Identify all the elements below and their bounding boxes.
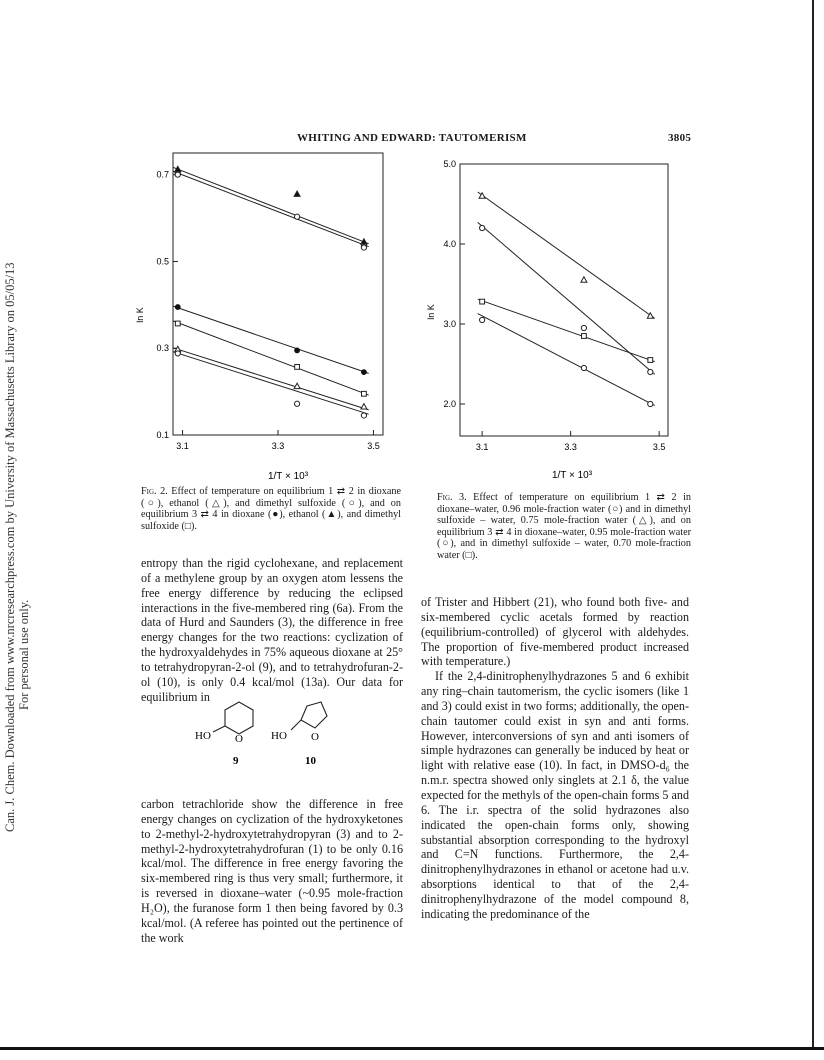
- running-header-title: WHITING AND EDWARD: TAUTOMERISM: [297, 132, 527, 144]
- figure-2-caption-label: Fig. 2.: [141, 486, 168, 497]
- figure-3-xlabel: 1/T × 10³: [551, 470, 593, 481]
- left-column-text-bottom: [141, 797, 403, 945]
- fig2-fit-line-1: [173, 167, 369, 243]
- fig3-ytick-label: 4.0: [443, 239, 456, 249]
- fig2-point-square: [295, 364, 300, 369]
- left-paragraph-1: entropy than the rigid cyclohexane, and replacement of a methylene group by an oxygen atom lessens the free energy difference by reducing the eclipsed interactions in the five-membered ring (6a). From the data of Hurd and Saunders (3), the difference in free energy changes for the two reactions: cyclization of the hydroxyaldehydes in 75% aqueous dioxane at 25° to tetrahydropyran-2-ol (9), and to tetrahydrofuran-2-ol (10), is only 0.4 kcal/mol (13a). Our data for equilibrium in: [141, 556, 403, 704]
- left-column-text-top: [141, 556, 403, 704]
- figure-3-caption-text: Effect of temperature on equilibrium 1 ⇄ 2 in dioxane–water, 0.96 mole-fraction water (○) and in dimethyl sulfoxide – water, 0.75 mole-fraction water (△), and on equilibrium 3 ⇄ 4 in dioxane–water, 0.95 mole-fraction water (○), and in dimethyl sulfoxide – water, 0.70 mole-fraction water (□).: [437, 492, 692, 561]
- figure-2-markers: [175, 166, 367, 418]
- fig2-ytick-label: 0.1: [156, 430, 169, 440]
- fig3-ytick-label: 5.0: [443, 159, 456, 169]
- tetrahydropyran-ring-icon: [225, 702, 253, 734]
- figure-3-markers: [479, 193, 653, 407]
- fig3-fit-line-3: [478, 314, 655, 406]
- watermark-line-2: For personal use only.: [17, 599, 31, 710]
- structure-10-ho: HO: [271, 730, 287, 742]
- fig2-point-triangle: [361, 404, 367, 409]
- structure-10-label: 10: [305, 755, 316, 767]
- fig2-point-circle: [175, 351, 180, 356]
- figure-3-tick-labels: [443, 159, 665, 452]
- watermark-line-1: Can. J. Chem. Downloaded from www.nrcresearchpress.com by University of Massachusetts Library on 05/05/13: [3, 262, 17, 832]
- fig2-fit-line-3: [173, 306, 369, 373]
- fig3-point-circle: [648, 401, 653, 406]
- structure-9-oxygen: O: [235, 733, 243, 745]
- fig3-point-circle: [480, 317, 485, 322]
- fig2-point-triangle: [294, 191, 300, 196]
- figure-3-caption: [437, 492, 691, 562]
- fig3-fit-line-0: [478, 192, 655, 318]
- fig3-fit-line-2: [478, 299, 655, 361]
- figure-2-fit-lines: [173, 167, 369, 414]
- download-watermark: [0, 100, 47, 1000]
- fig2-ytick-label: 0.7: [156, 169, 169, 180]
- figure-3-axes: [460, 164, 668, 436]
- fig2-point-circle: [294, 401, 299, 406]
- fig2-fit-line-4: [173, 321, 369, 395]
- fig2-point-circle: [361, 245, 366, 250]
- fig2-xtick-label: 3.3: [271, 441, 285, 451]
- figure-2-ylabel: ln K: [135, 307, 145, 323]
- fig2-fit-line-0: [173, 171, 369, 246]
- fig3-ytick-label: 3.0: [443, 319, 456, 329]
- fig2-ytick-label: 0.3: [156, 343, 169, 354]
- figure-2-plot: [125, 145, 425, 485]
- fig2-frame: [173, 153, 383, 435]
- figure-2-axes: [173, 153, 383, 435]
- fig2-point-filled-circle: [295, 348, 300, 353]
- fig2-point-circle: [175, 172, 180, 177]
- fig3-point-square: [648, 358, 653, 363]
- fig3-ytick-label: 2.0: [443, 399, 456, 409]
- fig2-point-filled-circle: [175, 305, 180, 310]
- right-column-text: [421, 595, 689, 922]
- fig2-point-square: [175, 321, 180, 326]
- structures-9-and-10: [195, 698, 355, 774]
- fig2-xtick-label: 3.5: [367, 441, 380, 451]
- fig2-xtick-label: 3.1: [176, 441, 189, 451]
- structure-9-ho: HO: [195, 730, 211, 742]
- fig2-point-square: [362, 391, 367, 396]
- fig3-xtick-label: 3.1: [475, 442, 489, 452]
- fig3-fit-line-1: [478, 222, 655, 374]
- fig2-fit-line-5: [173, 348, 369, 410]
- fig3-point-circle: [648, 369, 653, 374]
- page-number: 3805: [668, 132, 692, 144]
- fig3-point-circle: [480, 225, 485, 230]
- figure-3-plot: [420, 152, 690, 482]
- figure-3-fit-lines: [478, 192, 655, 406]
- fig2-point-filled-circle: [362, 370, 367, 375]
- fig3-xtick-label: 3.5: [652, 442, 666, 452]
- fig2-point-triangle: [294, 383, 300, 388]
- figure-2-caption: [141, 486, 401, 532]
- fig3-xtick-label: 3.3: [564, 442, 577, 452]
- figure-2-xlabel: 1/T × 10³: [267, 471, 309, 482]
- fig3-point-square: [582, 334, 587, 339]
- fig3-point-square: [480, 299, 485, 304]
- tetrahydrofuran-ring-icon: [301, 702, 327, 728]
- fig2-fit-line-6: [173, 352, 369, 414]
- fig3-frame: [460, 164, 668, 436]
- scan-edge-right: [812, 0, 814, 1050]
- fig2-ytick-label: 0.5: [156, 256, 169, 267]
- fig3-point-circle: [581, 365, 586, 370]
- figure-2-caption-text: Effect of temperature on equilibrium 1 ⇄ 2 in dioxane (○), ethanol (△), and dimethyl sulfoxide (○), and on equilibrium 3 ⇄ 4 in dioxane (●), ethanol (▲), and dimethyl sulfoxide (□).: [141, 486, 401, 532]
- figure-3-caption-label: Fig. 3.: [437, 492, 467, 503]
- fig2-point-triangle: [175, 166, 181, 171]
- fig3-point-circle: [581, 325, 586, 330]
- right-paragraph-2: If the 2,4-dinitrophenylhydrazones 5 and 6 exhibit any ring–chain tautomerism, the cyclic isomers (like 1 and 3) could exist in two forms; additionally, the open-chain tautomer could exist in syn and anti forms. However, interconversions of syn and anti isomers of simple hydrazones can generally be induced by heat or light with relative ease (10). In fact, in DMSO-d₆ the n.m.r. spectra showed only singlets at 2.1 δ, the value expected for the methyls of the open-chain forms 5 and 6. The i.r. spectra of the solid hydrazones also indicated the open-chain forms only, showing substantial absorption corresponding to the hydroxyl and C=N functions. Furthermore, the 2,4-dinitrophenylhydrazones in ethanol or acetone had u.v. absorptions identical to that of the 2,4-dinitrophenylhydrazone of the model compound 8, indicating the predominance of the: [421, 669, 689, 921]
- right-paragraph-1: of Trister and Hibbert (21), who found both five- and six-membered cyclic acetals formed by reaction (equilibrium-controlled) of glycerol with aldehydes. The proportion of five-membered product increased with temperature.): [421, 595, 689, 669]
- fig3-point-triangle: [581, 277, 587, 282]
- scan-edge-bottom: [0, 1047, 824, 1050]
- fig2-point-circle: [361, 413, 366, 418]
- fig2-point-circle: [294, 214, 299, 219]
- figure-3-ylabel: ln K: [426, 304, 436, 320]
- structure-9-label: 9: [233, 755, 239, 767]
- structure-10-oxygen: O: [311, 731, 319, 743]
- figure-2-tick-labels: [156, 170, 379, 451]
- left-paragraph-2: carbon tetrachloride show the difference in free energy changes on cyclization of the hydroxyketones to 2-methyl-2-hydroxytetrahydropyran (3) and to 2-methyl-2-hydroxytetrahydrofuran (1) to be only 0.16 kcal/mol. The difference in free energy favoring the six-membered ring is thus very small; furthermore, it is reversed in dioxane–water (~0.95 mole-fraction H₂O), the furanose form 1 then being favored by 0.3 kcal/mol. (A referee has pointed out the pertinence of the work: [141, 797, 403, 945]
